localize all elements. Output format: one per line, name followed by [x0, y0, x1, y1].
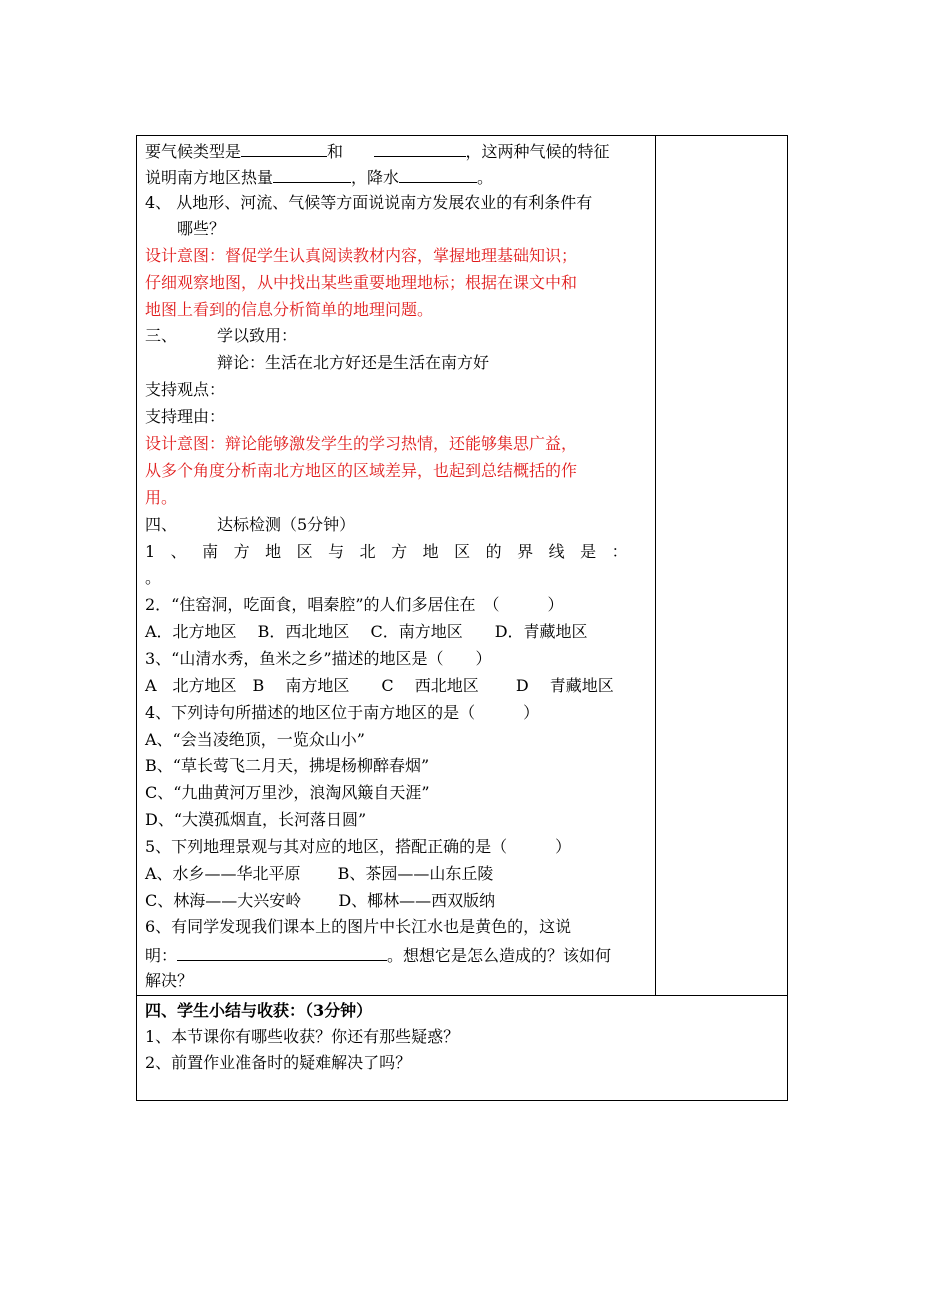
q6-question-line2 — [145, 944, 611, 964]
text: ，这两种气候的特征 — [465, 142, 610, 161]
q1-end: 。 — [145, 568, 162, 587]
design-intent-2-line1: 设计意图：辩论能够激发学生的学习热情，还能够集思广益， — [145, 434, 578, 453]
design-intent-1-line2: 仔细观察地图，从中找出某些重要地理地标；根据在课文中和 — [145, 273, 578, 292]
text: 明： — [145, 946, 178, 965]
answer-blank — [374, 140, 466, 157]
q6-question-line3: 解决？ — [145, 971, 194, 990]
summary-item-2: 2、前置作业准备时的疑难解决了吗？ — [145, 1053, 412, 1072]
answer-blank — [241, 140, 327, 157]
q4-option-d: D、“大漠孤烟直，长河落日圆” — [145, 810, 367, 829]
section4-title: 达标检测（5分钟） — [217, 515, 356, 534]
text: 要气候类型是 — [145, 142, 242, 161]
text: 和 — [327, 142, 344, 161]
design-intent-1-line1: 设计意图：督促学生认真阅读教材内容，掌握地理基础知识； — [145, 246, 578, 265]
q2-question: 2．“住窑洞，吃面食，唱秦腔”的人们多居住在 （ ） — [145, 595, 564, 614]
support-view-label: 支持观点： — [145, 380, 226, 399]
text: 说明南方地区热量 — [145, 168, 274, 187]
text: 。想想它是怎么造成的？该如何 — [387, 946, 612, 965]
answer-blank — [177, 944, 387, 961]
row-divider — [136, 995, 788, 996]
q5-options-ab: A、水乡——华北平原 B、茶园——山东丘陵 — [145, 864, 494, 883]
design-intent-2-line2: 从多个角度分析南北方地区的区域差异，也起到总结概括的作 — [145, 461, 578, 480]
q5-question: 5、下列地理景观与其对应的地区，搭配正确的是（ ） — [145, 837, 572, 856]
agriculture-question-cont: 哪些？ — [177, 219, 226, 238]
answer-blank — [273, 166, 351, 183]
summary-item-1: 1、本节课你有哪些收获？你还有那些疑惑？ — [145, 1027, 460, 1046]
support-reason-label: 支持理由： — [145, 407, 226, 426]
q4-option-a: A、“会当凌绝顶，一览众山小” — [145, 730, 365, 749]
q5-options-cd: C、林海——大兴安岭 D、椰林——西双版纳 — [145, 891, 496, 910]
q3-options: A 北方地区 B 南方地区 C 西北地区 D 青藏地区 — [145, 676, 614, 695]
section4-number: 四、 — [145, 515, 178, 534]
text: ，降水 — [351, 168, 400, 187]
q6-question-line1: 6、有同学发现我们课本上的图片中长江水也是黄色的，这说 — [145, 917, 572, 936]
q4-option-b: B、“草长莺飞二月天，拂堤杨柳醉春烟” — [145, 756, 430, 775]
summary-heading: 四、学生小结与收获：（3分钟） — [145, 1001, 373, 1020]
section3-title: 学以致用： — [217, 326, 298, 345]
text: 。 — [477, 168, 494, 187]
q2-options: A．北方地区 B．西北地区 C．南方地区 D．青藏地区 — [145, 622, 588, 641]
answer-blank — [399, 166, 477, 183]
q3-question: 3、“山清水秀，鱼米之乡”描述的地区是（ ） — [145, 649, 492, 668]
q4-question: 4、下列诗句所描述的地区位于南方地区的是（ ） — [145, 703, 540, 722]
climate-question-line2 — [145, 166, 493, 186]
debate-topic: 辩论：生活在北方好还是生活在南方好 — [217, 353, 490, 372]
q1-boundary: 1、南方地区与北方地区的界线是： — [145, 542, 644, 561]
design-intent-1-line3: 地图上看到的信息分析简单的地理问题。 — [145, 300, 434, 319]
agriculture-question: 4、 从地形、河流、气候等方面说说南方发展农业的有利条件有 — [145, 193, 593, 212]
section3-number: 三、 — [145, 326, 178, 345]
climate-question-line1 — [145, 140, 610, 160]
column-divider — [655, 135, 656, 995]
q4-option-c: C、“九曲黄河万里沙，浪淘风簸自天涯” — [145, 783, 430, 802]
design-intent-2-line3: 用。 — [145, 488, 178, 507]
